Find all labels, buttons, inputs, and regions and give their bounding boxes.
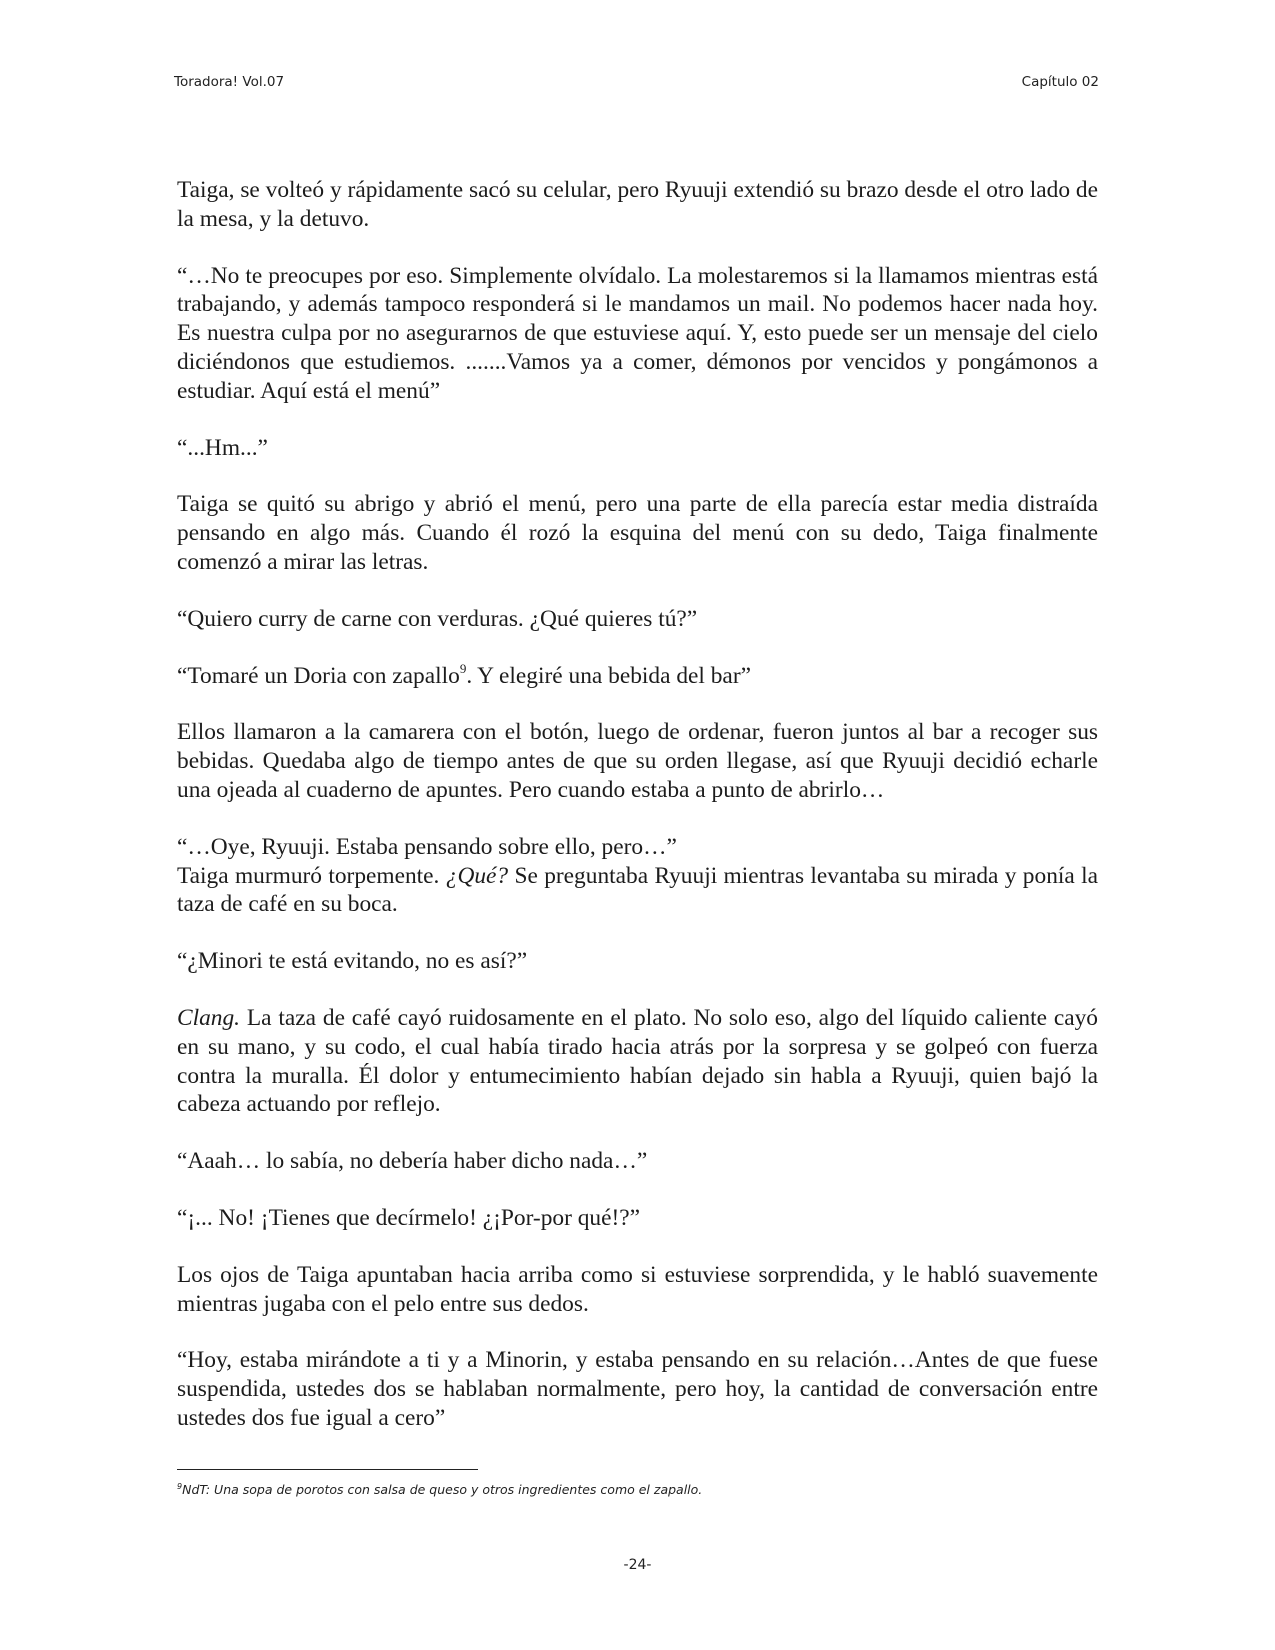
- paragraph: “Aaah… lo sabía, no debería haber dicho nada…”: [177, 1148, 648, 1175]
- paragraph-with-footnote-ref: [177, 662, 1098, 691]
- paragraph-text: Se preguntaba Ryuuji mientras levantaba su mirada y ponía la taza de café en su boca.: [177, 862, 1098, 918]
- paragraph: Taiga, se volteó y rápidamente sacó su celular, pero Ryuuji extendió su brazo desde el otro lado de la mesa, y la detuvo.: [177, 177, 1098, 232]
- paragraph: Taiga se quitó su abrigo y abrió el menú, pero una parte de ella parecía estar media distraída pensando en algo más. Cuando él rozó la esquina del menú con su dedo, Taiga finalmente comenzó a mirar las letras.: [177, 491, 1098, 575]
- paragraph: “...Hm...”: [177, 434, 268, 461]
- italic-text: Clang.: [177, 1004, 241, 1031]
- paragraph: [177, 862, 1098, 920]
- paragraph-text: Taiga murmuró torpemente.: [177, 862, 446, 889]
- paragraph-text: “Tomaré un Doria con zapallo: [177, 662, 460, 689]
- footnote-text: NdT: Una sopa de porotos con salsa de queso y otros ingredientes como el zapallo.: [182, 1482, 703, 1498]
- paragraph: “Quiero curry de carne con verduras. ¿Qué quieres tú?”: [177, 605, 698, 632]
- italic-text: ¿Qué?: [445, 862, 509, 889]
- footnote-reference: 9: [459, 660, 467, 676]
- paragraph-text: . Y elegiré una bebida del bar”: [466, 662, 751, 689]
- paragraph: [177, 1004, 1098, 1119]
- header-book-title: Toradora! Vol.07: [174, 74, 285, 90]
- paragraph: “¡... No! ¡Tienes que decírmelo! ¿¡Por-por qué!?”: [177, 1204, 641, 1231]
- body-text: [177, 176, 1098, 1461]
- paragraph: Los ojos de Taiga apuntaban hacia arriba como si estuviese sorprendida, y le habló suavemente mientras jugaba con el pelo entre sus dedos.: [177, 1261, 1098, 1317]
- page-number: -24-: [623, 1557, 652, 1573]
- paragraph: “¿Minori te está evitando, no es así?”: [177, 948, 528, 975]
- paragraph-text: La taza de café cayó ruidosamente en el plato. No solo eso, algo del líquido caliente cayó en su mano, y su codo, el cual había tirado hacia atrás por la sorpresa y se golpeó con fuerza contra la muralla. Él dolor y entumecimiento habían dejado sin habla a Ryuuji, quien bajó la cabeza actuando por reflejo.: [177, 1004, 1098, 1118]
- paragraph: Ellos llamaron a la camarera con el botón, luego de ordenar, fueron juntos al bar a recoger sus bebidas. Quedaba algo de tiempo antes de que su orden llegase, así que Ryuuji decidió echarle una ojeada al cuaderno de apuntes. Pero cuando estaba a punto de abrirlo…: [177, 719, 1098, 803]
- paragraph: “…No te preocupes por eso. Simplemente olvídalo. La molestaremos si la llamamos mientras está trabajando, y además tampoco responderá si le mandamos un mail. No podemos hacer nada hoy. Es nuestra culpa por no asegurarnos de que estuviese aquí. Y, esto puede ser un mensaje del cielo diciéndonos que estudiemos. .......Vamos ya a comer, démonos por vencidos y pongámonos a estudiar. Aquí está el menú”: [177, 262, 1098, 404]
- footnote: [177, 1482, 1098, 1497]
- footnote-separator: [177, 1469, 478, 1470]
- paragraph: “Hoy, estaba mirándote a ti y a Minorin, y estaba pensando en su relación…Antes de que fuese suspendida, ustedes dos se hablaban normalmente, pero hoy, la cantidad de conversación entre ustedes dos fue igual a cero”: [177, 1347, 1098, 1431]
- header-chapter: Capítulo 02: [1021, 74, 1099, 90]
- footnote-number: 9: [177, 1482, 183, 1491]
- paragraph: “…Oye, Ryuuji. Estaba pensando sobre ello, pero…”: [177, 833, 677, 860]
